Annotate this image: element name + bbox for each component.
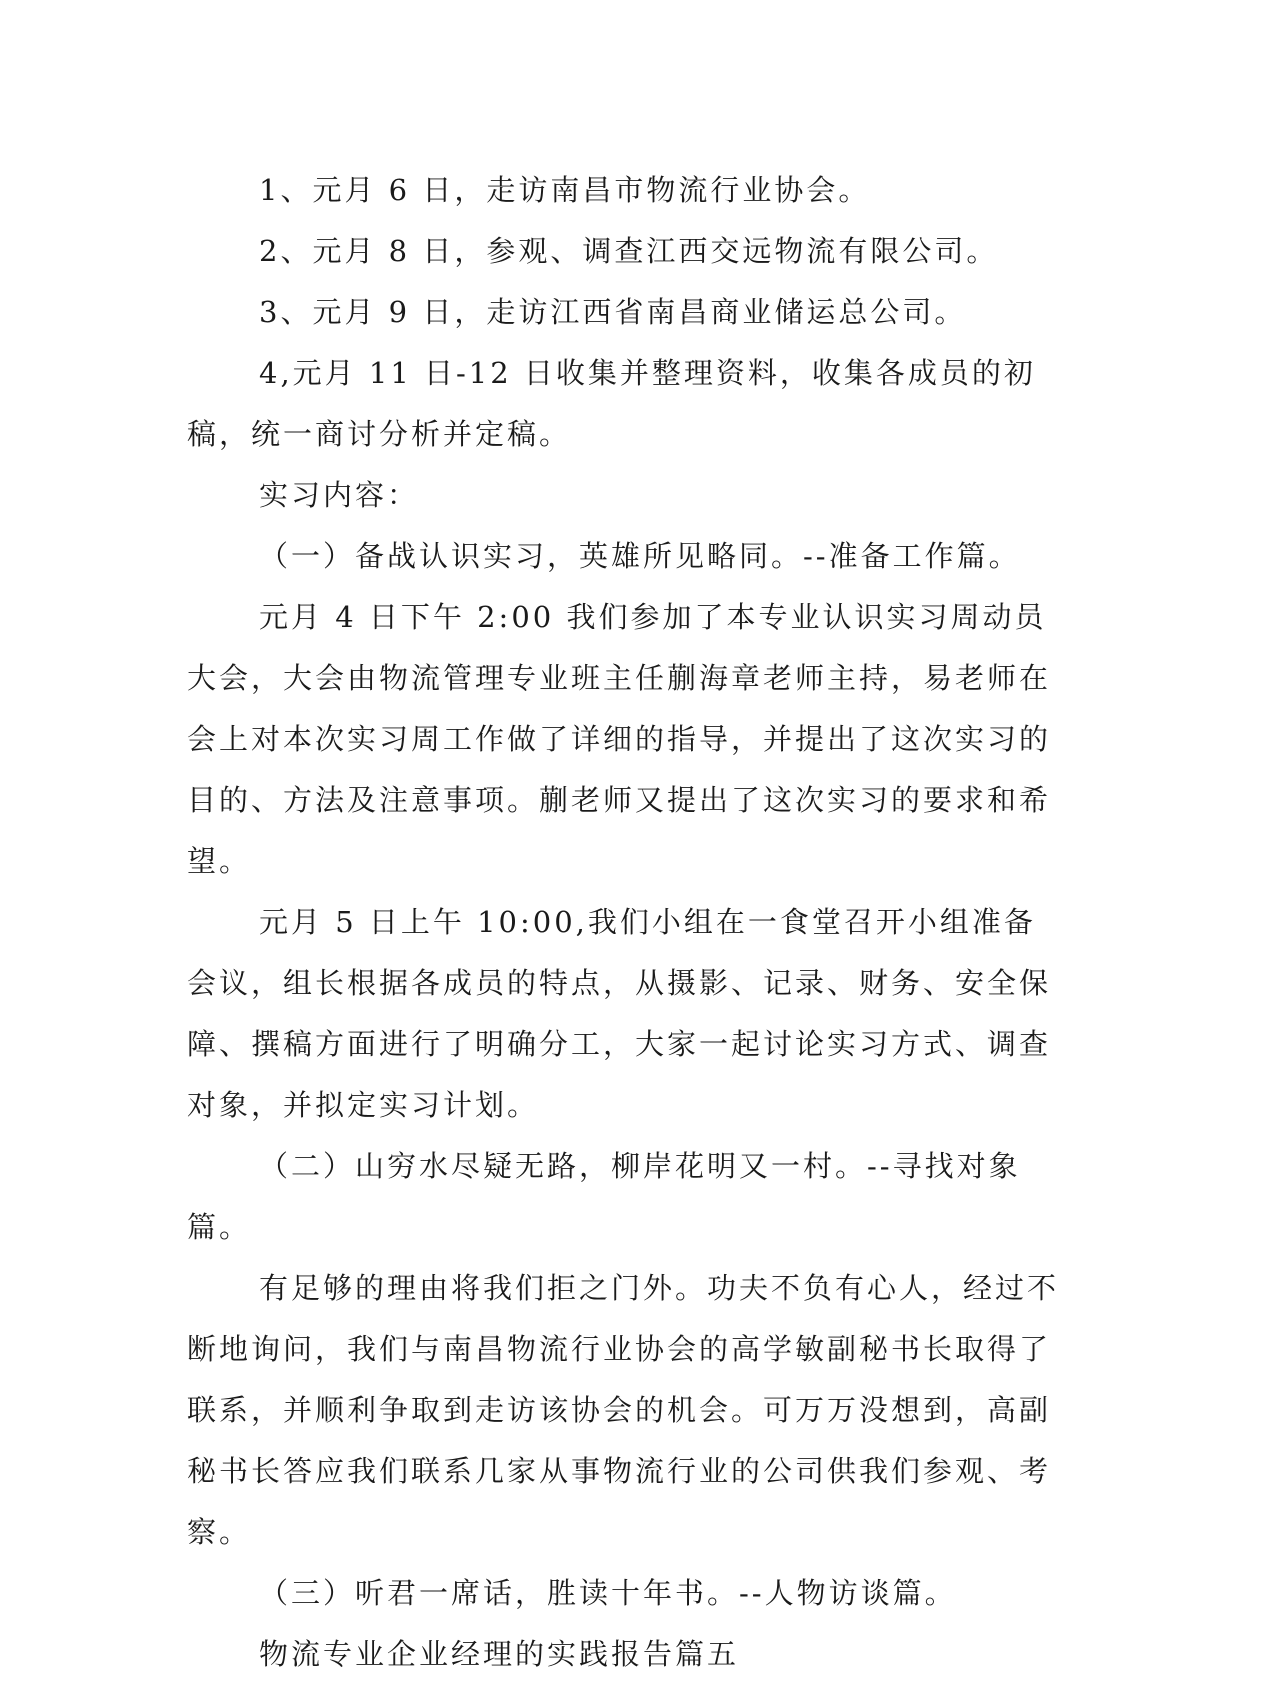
paragraph-contact: 有足够的理由将我们拒之门外。功夫不负有心人，经过不断地询问，我们与南昌物流行业协会的高学敏副秘书长取得了联系，并顺利争取到走访该协会的机会。可万万没想到，高副秘书长答应我们联系几家从事物流行业的公司供我们参观、考察。 [187,1271,1060,1549]
section-heading-content: 实习内容： [259,478,420,512]
paragraph-2: 2、元月 8 日，参观、调查江西交远物流有限公司。 [259,234,999,268]
document-body [187,160,1067,1685]
subheading-1: （一）备战认识实习，英雄所见略同。--准备工作篇。 [259,539,1021,573]
subheading-2: （二）山穷水尽疑无路，柳岸花明又一村。--寻找对象篇。 [187,1149,1021,1244]
paragraph-meeting: 元月 5 日上午 10:00,我们小组在一食堂召开小组准备会议，组长根据各成员的特点，从摄影、记录、财务、安全保障、撰稿方面进行了明确分工，大家一起讨论实习方式、调查对象，并拟定实习计划。 [187,905,1052,1122]
report-title: 物流专业企业经理的实践报告篇五 [259,1637,740,1671]
subheading-3: （三）听君一席话，胜读十年书。--人物访谈篇。 [259,1576,957,1610]
paragraph-mobilization: 元月 4 日下午 2:00 我们参加了本专业认识实习周动员大会，大会由物流管理专业班主任蒯海章老师主持，易老师在会上对本次实习周工作做了详细的指导，并提出了这次实习的目的、方法及注意事项。蒯老师又提出了这次实习的要求和希望。 [187,600,1052,878]
paragraph-3: 3、元月 9 日，走访江西省南昌商业储运总公司。 [259,295,967,329]
paragraph-1: 1、元月 6 日，走访南昌市物流行业协会。 [259,173,871,207]
paragraph-4: 4,元月 11 日-12 日收集并整理资料，收集各成员的初稿，统一商讨分析并定稿。 [187,356,1036,451]
